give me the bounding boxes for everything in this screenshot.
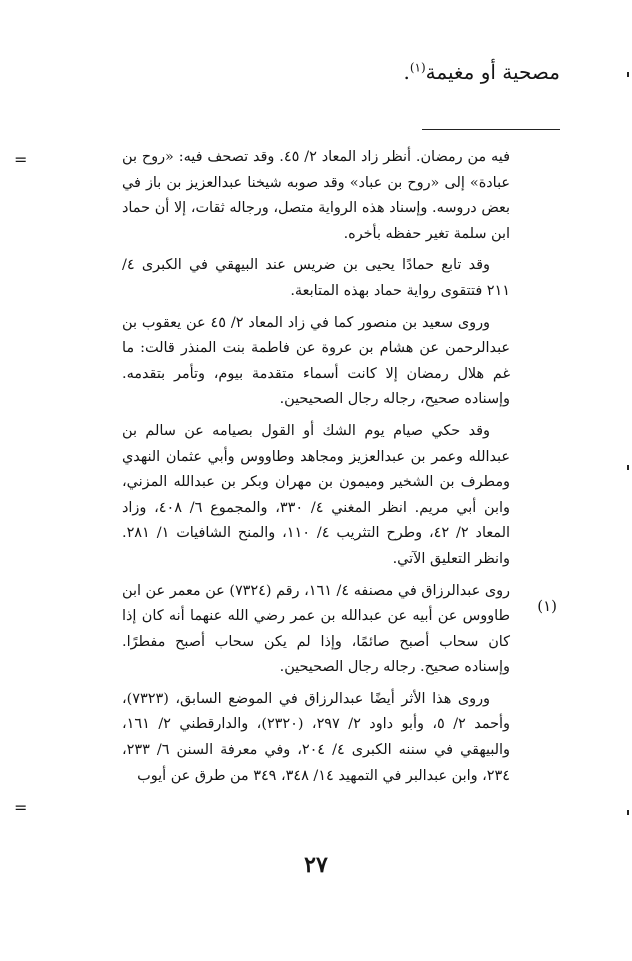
main-text-tail <box>403 60 560 84</box>
footnote-paragraph: روى عبدالرزاق في مصنفه ٤/ ١٦١، رقم (٧٣٢٤) عن معمر عن ابن طاووس عن أبيه عن عبدالله بن عمر رضي الله عنهما أنه كان إذا كان سحاب أصبح صائمًا، وإذا لم يكن سحاب أصبح مفطرًا. وإسناده صحيح. رجاله رجال الصحيحين. <box>122 582 510 676</box>
page-number: ٢٧ <box>304 852 328 878</box>
footnote-paragraph: فيه من رمضان. أنظر زاد المعاد ٢/ ٤٥. وقد تصحف فيه: «روح بن عبادة» إلى «روح بن عباد» وقد صوبه شيخنا عبدالعزيز بن باز في بعض دروسه. وإسناد هذه الرواية متصل، ورجاله ثقات، إلا أن حماد ابن سلمة تغير حفظه بأخره. <box>122 149 510 242</box>
footnote-paragraph: وروى هذا الأثر أيضًا عبدالرزاق في الموضع السابق، (٧٣٢٣)، وأحمد ٢/ ٥، وأبو داود ٢/ ٢٩٧، (٢٣٢٠)، والدارقطني ٢/ ١٦١، والبيهقي في سننه الكبرى ٤/ ٢٠٤، وفي معرفة السنن ٦/ ٢٣٣، ٢٣٤، وابن عبدالبر في التمهيد ١٤/ ٣٤٨، ٣٤٩ من طرق عن أيوب <box>122 690 510 784</box>
footnote-number: (١) <box>537 597 557 615</box>
scan-edge-mark <box>627 72 629 77</box>
continuation-mark-bottom: = <box>14 798 28 817</box>
footnote-separator <box>422 129 560 130</box>
scan-edge-mark <box>627 810 629 815</box>
footnote-paragraph: وروى سعيد بن منصور كما في زاد المعاد ٢/ ٤٥ عن يعقوب بن عبدالرحمن عن هشام بن عروة عن فاطمة بنت المنذر قالت: ما غم هلال رمضان إلا كانت أسماء متقدمة بيوم، وتأمر بتقدمه. وإسناده صحيح، رجاله رجال الصحيحين. <box>122 314 510 408</box>
footnote-paragraph: وقد تابع حمادًا يحيى بن ضريس عند البيهقي في الكبرى ٤/ ٢١١ فتتقوى رواية حماد بهذه المتابعة. <box>122 257 510 299</box>
footnote-reference: (١) <box>409 60 426 75</box>
scan-edge-mark <box>627 465 629 470</box>
main-text-line: مصحية أو مغيمة <box>425 60 560 84</box>
main-text-end: . <box>403 60 410 84</box>
footnote-paragraph: وقد حكي صيام يوم الشك أو القول بصيامه عن سالم بن عبدالله وعمر بن عبدالعزيز ومجاهد وطاووس وأبي عثمان النهدي ومطرف بن الشخير وميمون بن مهران وبكر بن عبدالله المزني، وابن أبي مريم. انظر المغني ٤/ ٣٣٠، والمجموع ٦/ ٤٠٨، وزاد المعاد ٢/ ٤٢، وطرح التثريب ٤/ ١١٠، والمنح الشافيات ١/ ٢٨١. وانظر التعليق الآتي. <box>122 422 510 567</box>
footnotes-body <box>122 145 510 795</box>
continuation-mark-top: = <box>14 150 28 169</box>
